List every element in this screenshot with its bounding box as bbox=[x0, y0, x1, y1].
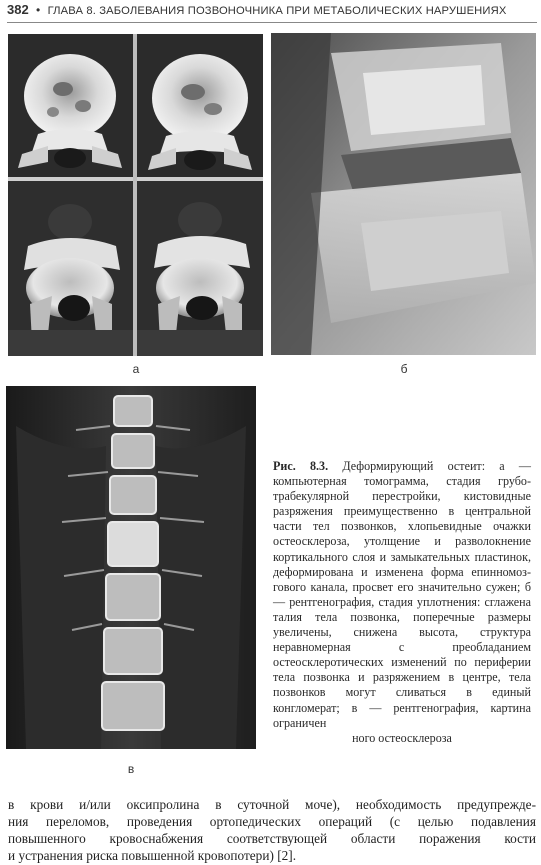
running-header bbox=[7, 2, 537, 22]
figure-caption bbox=[273, 459, 531, 746]
caption-last-line: ного остеосклероза bbox=[352, 730, 452, 745]
body-line: повышенного кровоснабжения соответствующей области поражения кости bbox=[8, 831, 536, 846]
body-line: в крови и/или оксипролина в суточной моче), необходимость предупрежде- bbox=[8, 797, 536, 812]
figure-v-radiograph bbox=[6, 386, 256, 749]
caption-figure-number: Рис. 8.3. bbox=[273, 459, 329, 473]
ct-slice-bottom-right bbox=[137, 181, 263, 356]
body-paragraph bbox=[8, 796, 536, 864]
figure-a-ct-scans bbox=[8, 34, 263, 356]
figure-a-label: а bbox=[132, 362, 140, 376]
ct-slice-top-right bbox=[137, 34, 263, 177]
page-number: 382 bbox=[7, 2, 29, 17]
figure-v-label: в bbox=[127, 762, 135, 776]
caption-text: Деформирующий остеит: а — компьютерная томограмма, стадия груботрабекулярной перестройки, кистовидные разряжения преимущественно в центральной части тел позвонков, хлопьевидные очажки остеосклероза, утолщение и разволокнение кортикального слоя и замыкательных пластинок, деформирована и изменена форма епинномозгового канала, просвет его значительно сужен; б — рентгенография, стадия уплотнения: сглажена талия тела позвонка, поперечные размеры увеличены, снижена высота, структура неравномерная с преобладанием остеосклеротических изменений по периферии тела позвонка и разряжением в центре, тела позвонков могут сливаться в единый конгломерат; в — рентгенография, картина ограничен bbox=[273, 459, 531, 730]
ct-slice-top-left bbox=[8, 34, 133, 177]
chapter-title: ГЛАВА 8. ЗАБОЛЕВАНИЯ ПОЗВОНОЧНИКА ПРИ МЕТАБОЛИЧЕСКИХ НАРУШЕНИЯХ bbox=[47, 5, 507, 17]
figure-b-label: б bbox=[400, 362, 408, 376]
ct-slice-bottom-left bbox=[8, 181, 133, 356]
body-line: ния переломов, проведения ортопедических операций (с целью подавления bbox=[8, 814, 536, 829]
figure-b-radiograph bbox=[271, 33, 536, 355]
body-line: и устранения риска повышенной кровопотери) [2]. bbox=[8, 848, 297, 863]
header-separator: • bbox=[36, 3, 41, 17]
header-rule bbox=[7, 22, 537, 23]
